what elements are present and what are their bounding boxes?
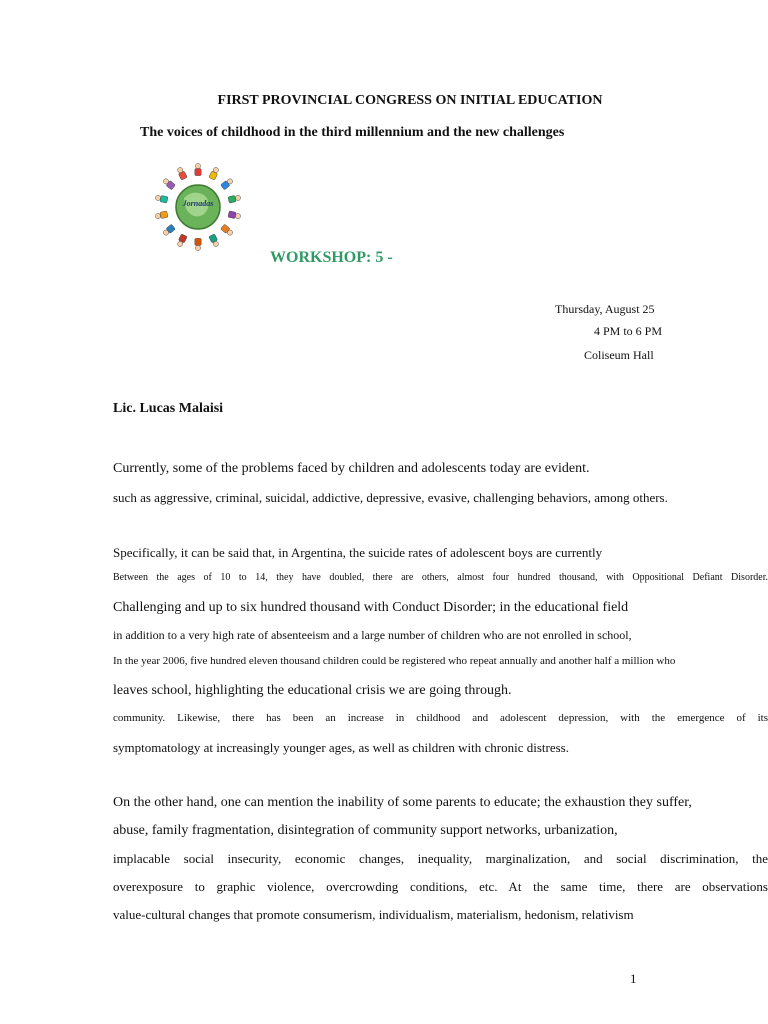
paragraph-line: value-cultural changes that promote consumerism, individualism, materialism, hedonism, relativism bbox=[113, 907, 634, 922]
paragraph-line: overexposure to graphic violence, overcrowding conditions, etc. At the same time, there are observations bbox=[113, 879, 768, 894]
paragraph-line: such as aggressive, criminal, suicidal, addictive, depressive, evasive, challenging behaviors, among others. bbox=[113, 490, 668, 505]
logo-child-figure bbox=[209, 234, 220, 248]
event-date: Thursday, August 25 bbox=[555, 302, 655, 316]
logo-child-figure bbox=[209, 166, 220, 180]
workshop-label: WORKSHOP: 5 - bbox=[270, 249, 393, 266]
logo-child-figure bbox=[221, 224, 235, 237]
event-place: Coliseum Hall bbox=[584, 348, 654, 362]
congress-logo bbox=[148, 160, 248, 255]
paragraph-line: symptomatology at increasingly younger ages, as well as children with chronic distress. bbox=[113, 740, 569, 755]
logo-child-figure bbox=[221, 177, 235, 190]
logo-child-figure bbox=[195, 163, 201, 175]
logo-child-figure bbox=[162, 224, 176, 237]
paragraph-line: implacable social insecurity, economic changes, inequality, marginalization, and social discrimination, the bbox=[113, 851, 768, 866]
logo-text: Jornadas bbox=[182, 199, 214, 208]
paragraph-line: community. Likewise, there has been an increase in childhood and adolescent depression, with the emergence of its bbox=[113, 712, 768, 724]
logo-child-figure bbox=[155, 211, 168, 220]
logo-child-figure bbox=[176, 166, 187, 180]
paragraph-line: Challenging and up to six hundred thousand with Conduct Disorder; in the educational field bbox=[113, 600, 629, 615]
logo-child-figure bbox=[195, 238, 201, 250]
logo-child-figure bbox=[176, 234, 187, 248]
page-number: 1 bbox=[630, 971, 637, 986]
logo-child-figure bbox=[228, 211, 241, 220]
event-time: 4 PM to 6 PM bbox=[594, 324, 663, 338]
document-title: FIRST PROVINCIAL CONGRESS ON INITIAL EDUCATION bbox=[217, 93, 603, 108]
paragraph-line: Between the ages of 10 to 14, they have doubled, there are others, almost four hundred thousand, with Oppositional Defiant Disorder. bbox=[113, 572, 768, 583]
logo-child-figure bbox=[228, 194, 241, 203]
logo-child-figure bbox=[155, 194, 168, 203]
author-name: Lic. Lucas Malaisi bbox=[113, 401, 224, 416]
paragraph-line: On the other hand, one can mention the inability of some parents to educate; the exhaustion they suffer, bbox=[113, 795, 692, 810]
paragraph-line: in addition to a very high rate of absenteeism and a large number of children who are not enrolled in school, bbox=[113, 628, 632, 642]
paragraph-line: abuse, family fragmentation, disintegration of community support networks, urbanization, bbox=[113, 823, 618, 838]
paragraph-line: Specifically, it can be said that, in Argentina, the suicide rates of adolescent boys are currently bbox=[113, 545, 603, 560]
paragraph-line: In the year 2006, five hundred eleven thousand children could be registered who repeat annually and another half a million who bbox=[113, 655, 676, 667]
document-subtitle: The voices of childhood in the third millennium and the new challenges bbox=[140, 125, 565, 140]
paragraph-line: Currently, some of the problems faced by children and adolescents today are evident. bbox=[113, 461, 590, 476]
paragraph-line: leaves school, highlighting the educational crisis we are going through. bbox=[113, 683, 512, 698]
logo-child-figure bbox=[162, 177, 176, 190]
